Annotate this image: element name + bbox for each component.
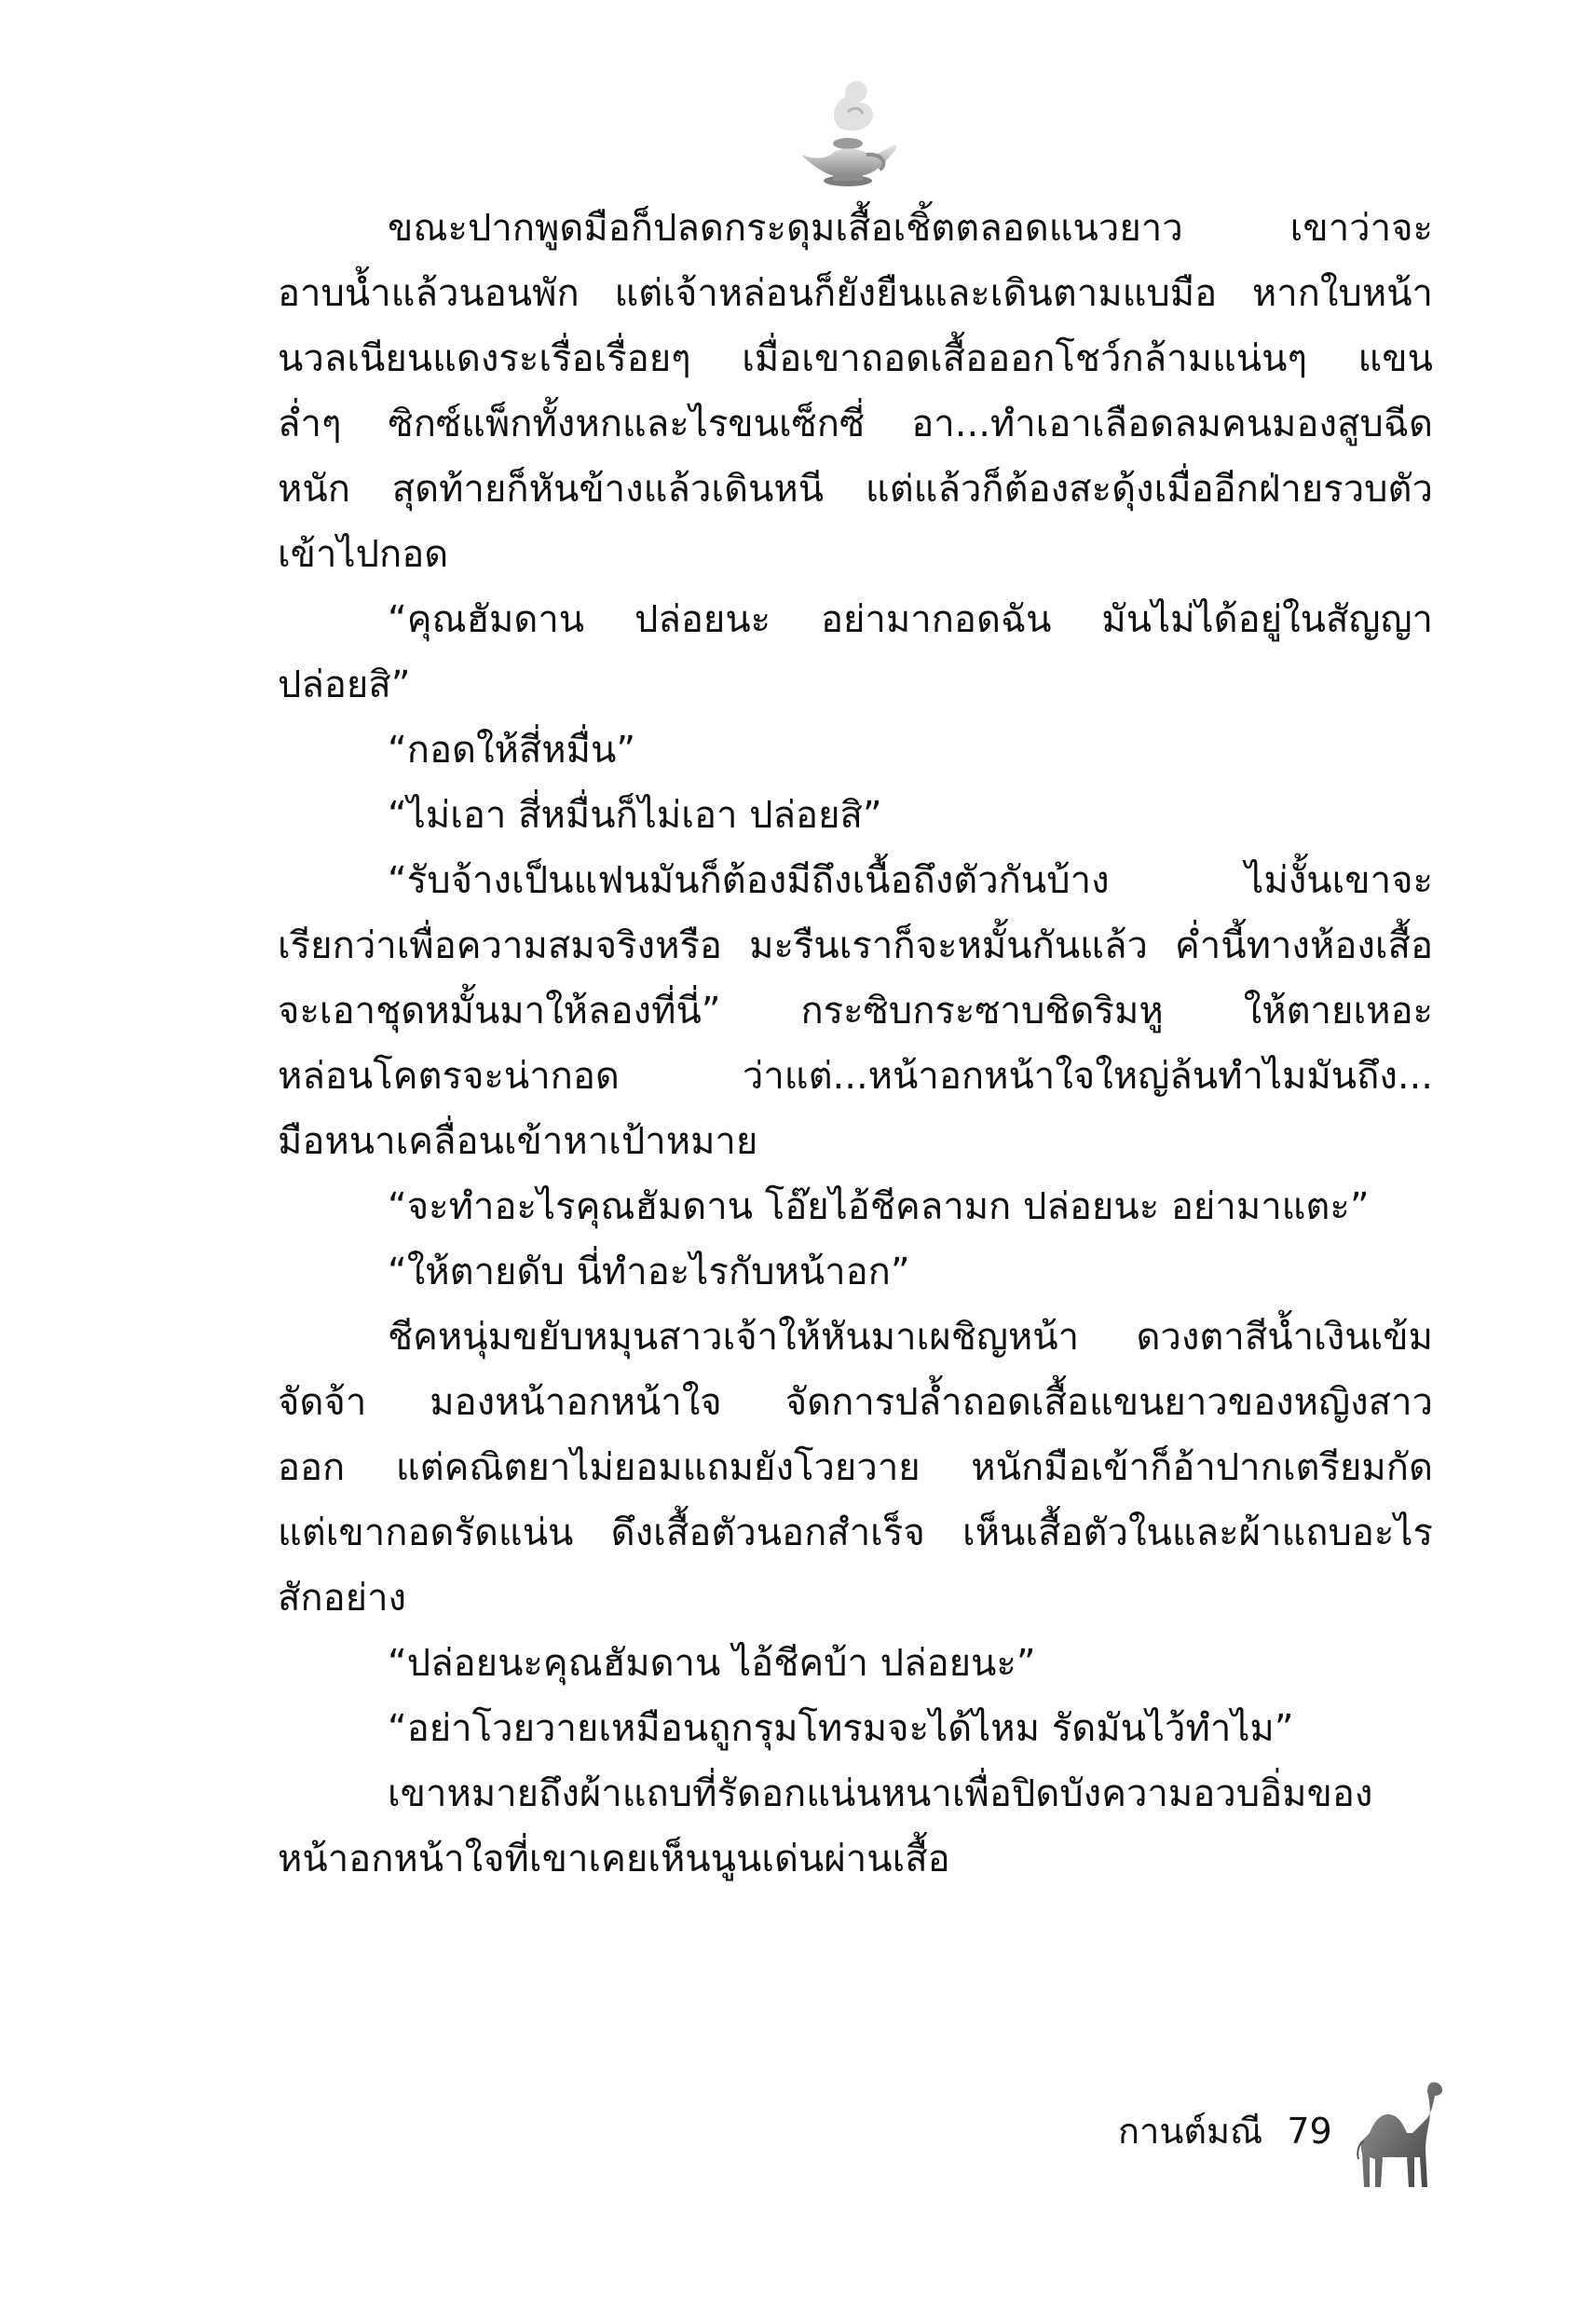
- text-line: สักอย่าง: [278, 1577, 407, 1620]
- text-line: เขาหมายถึงผ้าแถบที่รัดอกแน่นหนาเพื่อปิดบังความอวบอิ่มของ: [388, 1772, 1373, 1815]
- text-line: จัดจ้า มองหน้าอกหน้าใจ จัดการปล้ำถอดเสื้อแขนยาวของหญิงสาว: [278, 1381, 1433, 1424]
- text-line: หล่อนโคตรจะน่ากอด ว่าแต่...หน้าอกหน้าใจใหญ่ล้นทำไมมันถึง...: [278, 1055, 1433, 1098]
- text-line: หนัก สุดท้ายก็หันข้างแล้วเดินหนี แต่แล้วก็ต้องสะดุ้งเมื่ออีกฝ่ายรวบตัว: [278, 468, 1433, 511]
- text-line: เข้าไปกอด: [278, 533, 449, 576]
- text-line: “จะทำอะไรคุณฮัมดาน โอ๊ยไอ้ชีคลามก ปล่อยนะ อย่ามาแตะ”: [388, 1185, 1370, 1228]
- text-line: จะเอาชุดหมั้นมาให้ลองที่นี่” กระซิบกระซาบชิดริมหู ให้ตายเหอะ: [278, 990, 1433, 1032]
- text-line: มือหนาเคลื่อนเข้าหาเป้าหมาย: [278, 1120, 758, 1163]
- text-line: หน้าอกหน้าใจที่เขาเคยเห็นนูนเด่นผ่านเสื้อ: [278, 1838, 950, 1880]
- text-line: “ปล่อยนะคุณฮัมดาน ไอ้ชีคบ้า ปล่อยนะ”: [388, 1642, 1036, 1685]
- text-line: อาบน้ำแล้วนอนพัก แต่เจ้าหล่อนก็ยังยืนและเดินตามแบมือ หากใบหน้า: [278, 272, 1433, 315]
- magic-lamp-icon: [792, 75, 904, 196]
- text-line: ขณะปากพูดมือก็ปลดกระดุมเสื้อเชิ้ตตลอดแนวยาว เขาว่าจะ: [388, 207, 1433, 250]
- text-line: “คุณฮัมดาน ปล่อยนะ อย่ามากอดฉัน มันไม่ได้อยู่ในสัญญา: [388, 598, 1433, 641]
- text-line: นวลเนียนแดงระเรื่อเรื่อยๆ เมื่อเขาถอดเสื้อออกโชว์กล้ามแน่นๆ แขน: [278, 337, 1433, 380]
- text-line: แต่เขากอดรัดแน่น ดึงเสื้อตัวนอกสำเร็จ เห็นเสื้อตัวในและผ้าแถบอะไร: [278, 1511, 1433, 1554]
- text-line: ปล่อยสิ”: [278, 663, 411, 706]
- book-title: กานต์มณี: [1118, 2111, 1263, 2152]
- text-line: “ไม่เอา สี่หมื่นก็ไม่เอา ปล่อยสิ”: [388, 794, 882, 837]
- text-line: “ให้ตายดับ นี่ทำอะไรกับหน้าอก”: [388, 1251, 910, 1293]
- text-line: “กอดให้สี่หมื่น”: [388, 729, 636, 772]
- text-line: ออก แต่คณิตยาไม่ยอมแถมยังโวยวาย หนักมือเข้าก็อ้าปากเตรียมกัด: [278, 1446, 1433, 1489]
- text-line: “อย่าโวยวายเหมือนถูกรุมโทรมจะได้ไหม รัดมันไว้ทำไม”: [388, 1707, 1294, 1750]
- body-text: [278, 196, 1433, 1892]
- text-line: ล่ำๆ ซิกซ์แพ็กทั้งหกและไรขนเซ็กซี่ อา...ทำเอาเลือดลมคนมองสูบฉีด: [278, 403, 1433, 445]
- text-line: “รับจ้างเป็นแฟนมันก็ต้องมีถึงเนื้อถึงตัวกันบ้าง ไม่งั้นเขาจะ: [388, 859, 1433, 902]
- text-line: ชีคหนุ่มขยับหมุนสาวเจ้าให้หันมาเผชิญหน้า ดวงตาสีน้ำเงินเข้ม: [388, 1316, 1433, 1359]
- text-line: เรียกว่าเพื่อความสมจริงหรือ มะรืนเราก็จะหมั้นกันแล้ว ค่ำนี้ทางห้องเสื้อ: [278, 924, 1433, 967]
- page-footer: [1118, 2099, 1332, 2164]
- page-number: 79: [1287, 2111, 1332, 2152]
- camel-icon: [1342, 2073, 1453, 2195]
